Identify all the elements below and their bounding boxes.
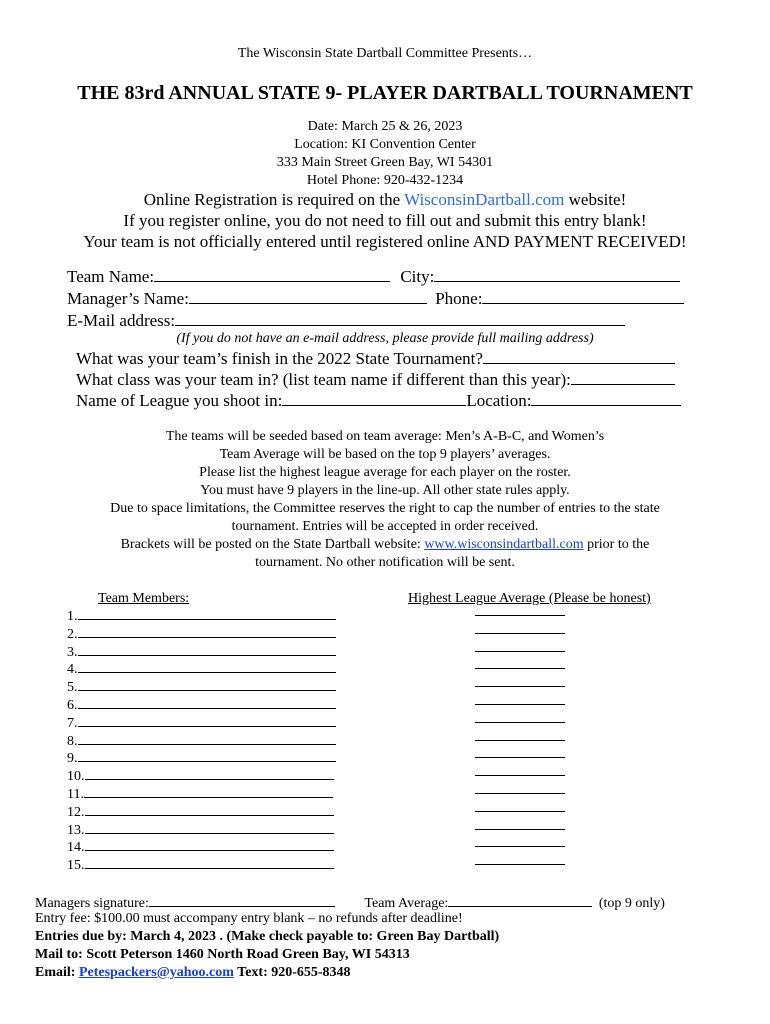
team-average-label: Team Average:: [364, 896, 449, 911]
roster-row-number: 12.: [67, 804, 85, 820]
roster-row: [67, 625, 336, 643]
member-average-input[interactable]: [475, 633, 565, 634]
average-header: Highest League Average (Please be honest): [408, 591, 651, 606]
roster-row: [67, 749, 336, 767]
member-average-input[interactable]: [475, 686, 565, 687]
registration-suffix: website!: [564, 190, 627, 209]
class-label: What class was your team in? (list team name if different than this year):: [76, 370, 571, 389]
member-average-input[interactable]: [475, 864, 565, 865]
roster-row: [67, 821, 334, 839]
roster-row: [67, 714, 336, 732]
roster-row-number: 5.: [67, 680, 78, 696]
rules-line-5: Due to space limitations, the Committee reserves the right to cap the number of entries to the state: [110, 501, 660, 516]
phone-input[interactable]: [482, 290, 684, 304]
member-average-input[interactable]: [475, 722, 565, 723]
roster-row-number: 2.: [67, 626, 78, 642]
team-members-header: Team Members:: [98, 591, 190, 606]
roster-row: [67, 767, 334, 785]
member-average-input[interactable]: [475, 668, 565, 669]
email-input[interactable]: [175, 312, 625, 326]
member-name-input[interactable]: [84, 785, 333, 798]
roster-row: [67, 803, 334, 821]
member-average-input[interactable]: [475, 775, 565, 776]
member-name-input[interactable]: [78, 696, 336, 709]
rules-line-4: You must have 9 players in the line-up. All other state rules apply.: [200, 483, 570, 498]
roster-row: [67, 732, 336, 750]
dartball-website-link[interactable]: www.wisconsindartball.com: [424, 537, 584, 552]
member-average-input[interactable]: [475, 811, 565, 812]
member-average-input[interactable]: [475, 651, 565, 652]
email-note: (If you do not have an e-mail address, please provide full mailing address): [176, 331, 594, 346]
member-average-input[interactable]: [475, 615, 565, 616]
member-average-input[interactable]: [475, 704, 565, 705]
page-title: THE 83rd ANNUAL STATE 9- PLAYER DARTBALL TOURNAMENT: [77, 82, 693, 104]
roster-row: [67, 785, 333, 803]
roster-row-number: 8.: [67, 733, 78, 749]
roster-row: [67, 660, 336, 678]
roster-row: [67, 678, 336, 696]
team-name-label: Team Name:: [67, 267, 155, 286]
contact-line: [35, 965, 351, 981]
rules-line-7-suffix: prior to the: [583, 537, 650, 552]
roster-row-number: 10.: [67, 769, 85, 785]
member-name-input[interactable]: [85, 803, 334, 816]
manager-name-label: Manager’s Name:: [67, 289, 189, 308]
team-name-input[interactable]: [154, 268, 390, 282]
manager-name-input[interactable]: [189, 290, 427, 304]
roster-row: [67, 607, 336, 625]
member-name-input[interactable]: [78, 643, 336, 656]
member-name-input[interactable]: [78, 732, 336, 745]
signature-row: [35, 893, 665, 912]
roster-row: [67, 856, 334, 874]
city-input[interactable]: [434, 268, 680, 282]
entries-due-line: Entries due by: March 4, 2023 . (Make check payable to: Green Bay Dartball): [35, 929, 500, 944]
member-name-input[interactable]: [85, 856, 334, 869]
member-name-input[interactable]: [78, 625, 336, 638]
event-location: Location: KI Convention Center: [294, 137, 476, 152]
member-average-input[interactable]: [475, 846, 565, 847]
member-name-input[interactable]: [78, 714, 336, 727]
registration-line-1: [0, 190, 770, 210]
event-address: 333 Main Street Green Bay, WI 54301: [276, 155, 494, 170]
location-label: Location:: [466, 391, 532, 410]
member-name-input[interactable]: [85, 767, 334, 780]
registration-prefix: Online Registration is required on the: [143, 190, 405, 209]
roster-row-number: 9.: [67, 751, 78, 767]
team-average-input[interactable]: [448, 893, 592, 907]
roster-row-number: 3.: [67, 644, 78, 660]
event-date: Date: March 25 & 26, 2023: [307, 119, 463, 134]
roster-row-number: 14.: [67, 840, 85, 856]
roster-row: [67, 643, 336, 661]
finish-question: [76, 349, 675, 369]
member-name-input[interactable]: [85, 821, 334, 834]
contact-email-link[interactable]: Petespackers@yahoo.com: [78, 965, 234, 980]
email-prefix: Email:: [35, 965, 79, 980]
rules-line-7-prefix: Brackets will be posted on the State Dartball website:: [120, 537, 425, 552]
member-average-input[interactable]: [475, 757, 565, 758]
rules-line-6: tournament. Entries will be accepted in order received.: [231, 519, 539, 534]
member-name-input[interactable]: [78, 607, 336, 620]
league-label: Name of League you shoot in:: [76, 391, 283, 410]
manager-name-field: [67, 289, 684, 309]
location-input[interactable]: [531, 392, 681, 406]
registration-site-link[interactable]: WisconsinDartball.com: [404, 190, 565, 209]
phone-label: Phone:: [435, 289, 483, 308]
class-input[interactable]: [571, 371, 675, 385]
member-average-input[interactable]: [475, 829, 565, 830]
mail-to-line: Mail to: Scott Peterson 1460 North Road Green Bay, WI 54313: [35, 947, 410, 962]
roster-row: [67, 838, 334, 856]
entry-fee-line: Entry fee: $100.00 must accompany entry blank – no refunds after deadline!: [35, 911, 463, 926]
email-label: E-Mail address:: [67, 311, 176, 330]
rules-line-8: tournament. No other notification will be sent.: [255, 555, 515, 570]
class-question: [76, 370, 675, 390]
roster-row-number: 1.: [67, 609, 78, 624]
city-label: City:: [400, 267, 435, 286]
roster-row-number: 4.: [67, 662, 78, 678]
member-name-input[interactable]: [78, 749, 336, 762]
roster-row-number: 11.: [67, 787, 84, 802]
signature-input[interactable]: [149, 893, 335, 907]
league-question: [76, 391, 681, 411]
registration-line-2: If you register online, you do not need to fill out and submit this entry blank!: [123, 211, 647, 230]
rules-line-1: The teams will be seeded based on team average: Men’s A-B-C, and Women’s: [165, 429, 605, 444]
top9-note: (top 9 only): [598, 896, 665, 911]
team-name-field: [67, 267, 680, 287]
hotel-phone: Hotel Phone: 920-432-1234: [306, 173, 464, 188]
member-name-input[interactable]: [85, 838, 334, 851]
registration-line-3: Your team is not officially entered until registered online AND PAYMENT RECEIVED!: [83, 232, 687, 251]
roster-row-number: 6.: [67, 698, 78, 713]
roster-row-number: 7.: [67, 715, 78, 731]
league-input[interactable]: [282, 392, 466, 406]
member-average-input[interactable]: [475, 793, 565, 794]
text-number: Text: 920-655-8348: [233, 965, 351, 980]
roster-row-number: 13.: [67, 822, 85, 838]
finish-label: What was your team’s finish in the 2022 State Tournament?: [76, 349, 483, 368]
presents-line: The Wisconsin State Dartball Committee Presents…: [237, 46, 533, 61]
signature-label: Managers signature:: [35, 896, 149, 911]
rules-line-7: [0, 537, 770, 553]
member-name-input[interactable]: [78, 678, 336, 691]
email-field: [67, 311, 625, 331]
rules-line-2: Team Average will be based on the top 9 players’ averages.: [219, 447, 551, 462]
roster-row-number: 15.: [67, 858, 85, 874]
finish-input[interactable]: [483, 350, 675, 364]
roster-row: [67, 696, 336, 714]
member-name-input[interactable]: [78, 660, 336, 673]
rules-line-3: Please list the highest league average for each player on the roster.: [199, 465, 571, 480]
member-average-input[interactable]: [475, 740, 565, 741]
